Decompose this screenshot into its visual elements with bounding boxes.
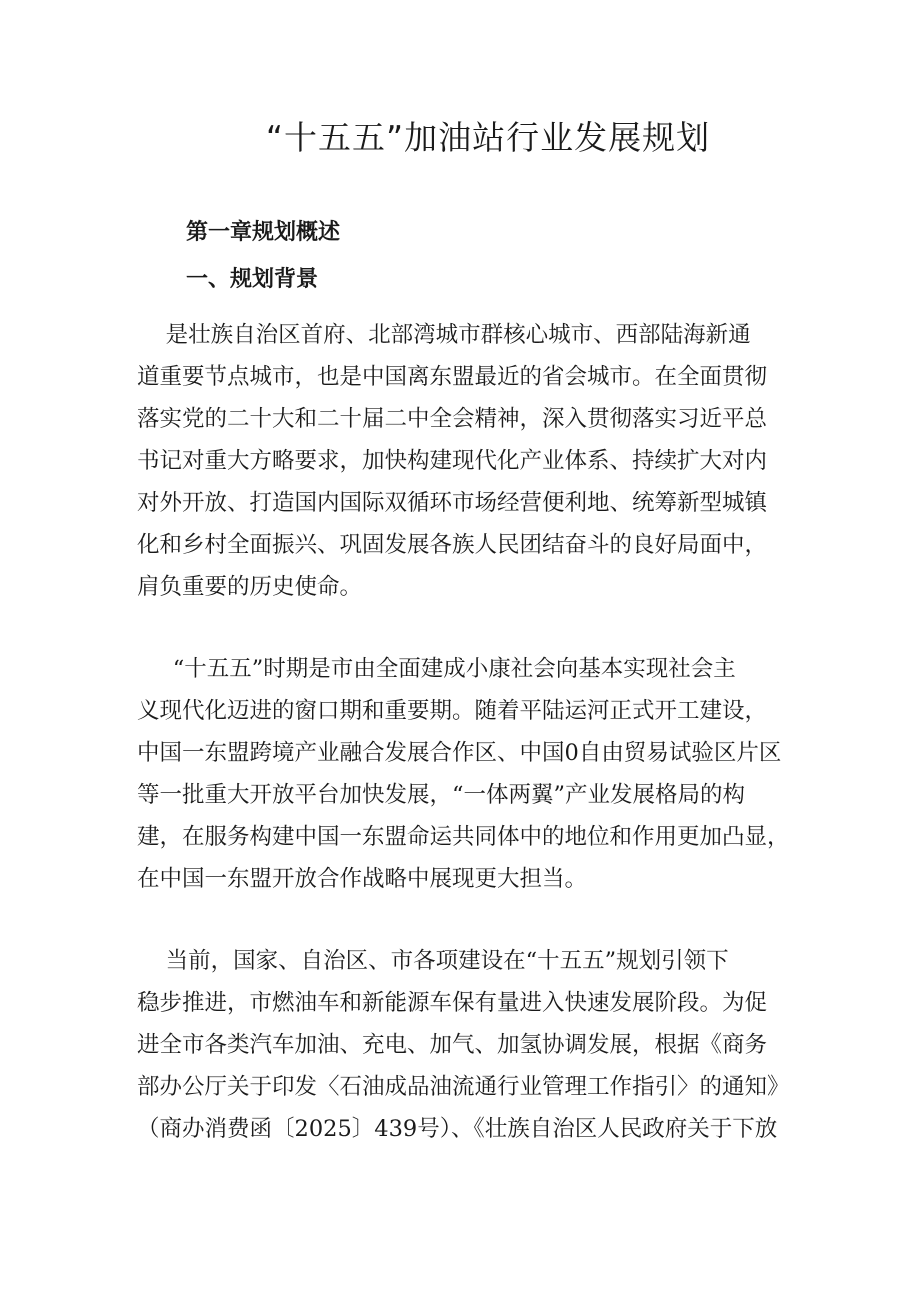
paragraph-line: 中国一东盟跨境产业融合发展合作区、中国0自由贸易试验区片区 <box>137 740 782 766</box>
paragraph-line: 义现代化迈进的窗口期和重要期。随着平陆运河正式开工建设， <box>137 698 768 724</box>
paragraph-line: 等一批重大开放平台加快发展，“一体两翼”产业发展格局的构 <box>137 782 746 808</box>
paragraph-line: 是壮族自治区首府、北部湾城市群核心城市、西部陆海新通 <box>137 322 751 348</box>
paragraph-line: 落实党的二十大和二十届二中全会精神，深入贯彻落实习近平总 <box>137 406 768 432</box>
paragraph-line: 稳步推进，市燃油车和新能源车保有量进入快速发展阶段。为促 <box>137 990 768 1016</box>
paragraph-2 <box>137 648 790 900</box>
paragraph-line: 在中国一东盟开放合作战略中展现更大担当。 <box>137 866 588 892</box>
paragraph-line: 对外开放、打造国内国际双循环市场经营便利地、统筹新型城镇 <box>137 490 768 516</box>
paragraph-line: 书记对重大方略要求，加快构建现代化产业体系、持续扩大对内 <box>137 448 768 474</box>
document-title: “十五五”加油站行业发展规划 <box>265 118 711 157</box>
paragraph-line: 当前，国家、自治区、市各项建设在“十五五”规划引领下 <box>137 948 729 974</box>
paragraph-line: 道重要节点城市，也是中国离东盟最近的省会城市。在全面贯彻 <box>137 364 768 390</box>
paragraph-line: 进全市各类汽车加油、充电、加气、加氢协调发展，根据《商务 <box>137 1032 768 1058</box>
paragraph-1 <box>137 314 787 608</box>
paragraph-line: （商办消费函〔2025〕439号）、《壮族自治区人民政府关于下放 <box>137 1116 778 1142</box>
paragraph-3 <box>137 940 790 1150</box>
paragraph-line: 建，在服务构建中国一东盟命运共同体中的地位和作用更加凸显， <box>137 824 790 850</box>
section-heading: 一、规划背景 <box>186 266 319 292</box>
chapter-heading: 第一章规划概述 <box>186 220 341 245</box>
paragraph-line: 化和乡村全面振兴、巩固发展各族人民团结奋斗的良好局面中， <box>137 532 768 558</box>
paragraph-line: 肩负重要的历史使命。 <box>137 574 363 600</box>
paragraph-line: 部办公厅关于印发〈石油成品油流通行业管理工作指引〉的通知》 <box>137 1074 790 1100</box>
paragraph-line: “十五五”时期是市由全面建成小康社会向基本实现社会主 <box>137 656 736 682</box>
